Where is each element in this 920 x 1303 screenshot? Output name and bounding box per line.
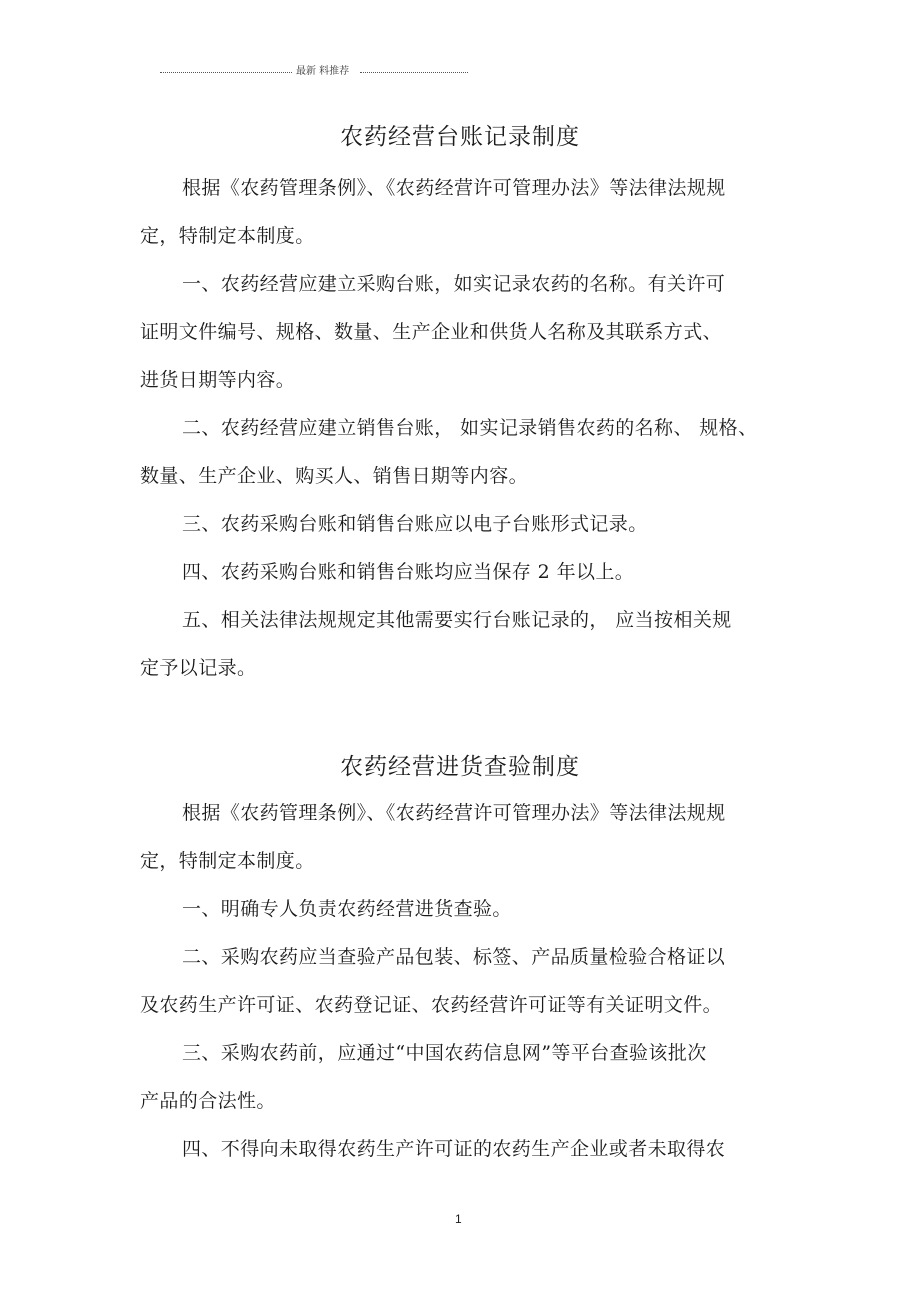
paragraph-line: 定予以记录。: [140, 657, 257, 679]
paragraph-line: 一、明确专人负责农药经营进货查验。: [182, 898, 512, 920]
paragraph-line: 定，特制定本制度。: [140, 225, 315, 247]
section-title-ledger-record-system: 农药经营台账记录制度: [340, 124, 580, 150]
paragraph-line: 数量、生产企业、购买人、销售日期等内容。: [140, 465, 529, 487]
header-dotted-rule-left: [160, 72, 292, 73]
paragraph-line: 三、采购农药前，应通过“中国农药信息网”等平台查验该批次: [182, 1042, 707, 1064]
paragraph-line: 五、相关法律法规规定其他需要实行台账记录的， 应当按相关规: [182, 609, 732, 631]
paragraph-line: 产品的合法性。: [140, 1090, 276, 1112]
paragraph-line: 及农药生产许可证、农药登记证、农药经营许可证等有关证明文件。: [140, 994, 723, 1016]
paragraph-line: 定，特制定本制度。: [140, 850, 315, 872]
paragraph-line: 根据《农药管理条例》、《农药经营许可管理办法》等法律法规规: [182, 802, 726, 824]
paragraph-line: 证明文件编号、规格、数量、生产企业和供货人名称及其联系方式、: [140, 321, 723, 343]
paragraph-line: 一、农药经营应建立采购台账，如实记录农药的名称。有关许可: [182, 273, 726, 295]
paragraph-line: 根据《农药管理条例》、《农药经营许可管理办法》等法律法规规: [182, 177, 726, 199]
paragraph-line: 四、不得向未取得农药生产许可证的农药生产企业或者未取得农: [182, 1138, 726, 1160]
paragraph-line: 二、农药经营应建立销售台账， 如实记录销售农药的名称、 规格、: [182, 417, 758, 439]
paragraph-line: 二、采购农药应当查验产品包装、标签、产品质量检验合格证以: [182, 946, 726, 968]
running-header: [160, 66, 468, 80]
paragraph-line: 四、农药采购台账和销售台账均应当保存 2 年以上。: [182, 561, 635, 583]
header-text: 最新 料推荐: [296, 66, 350, 77]
paragraph-line: 进货日期等内容。: [140, 369, 296, 391]
section-title-purchase-inspection-system: 农药经营进货查验制度: [340, 754, 580, 780]
page-number: 1: [455, 1212, 462, 1226]
paragraph-line: 三、农药采购台账和销售台账应以电子台账形式记录。: [182, 513, 648, 535]
header-dotted-rule-right: [360, 72, 468, 73]
